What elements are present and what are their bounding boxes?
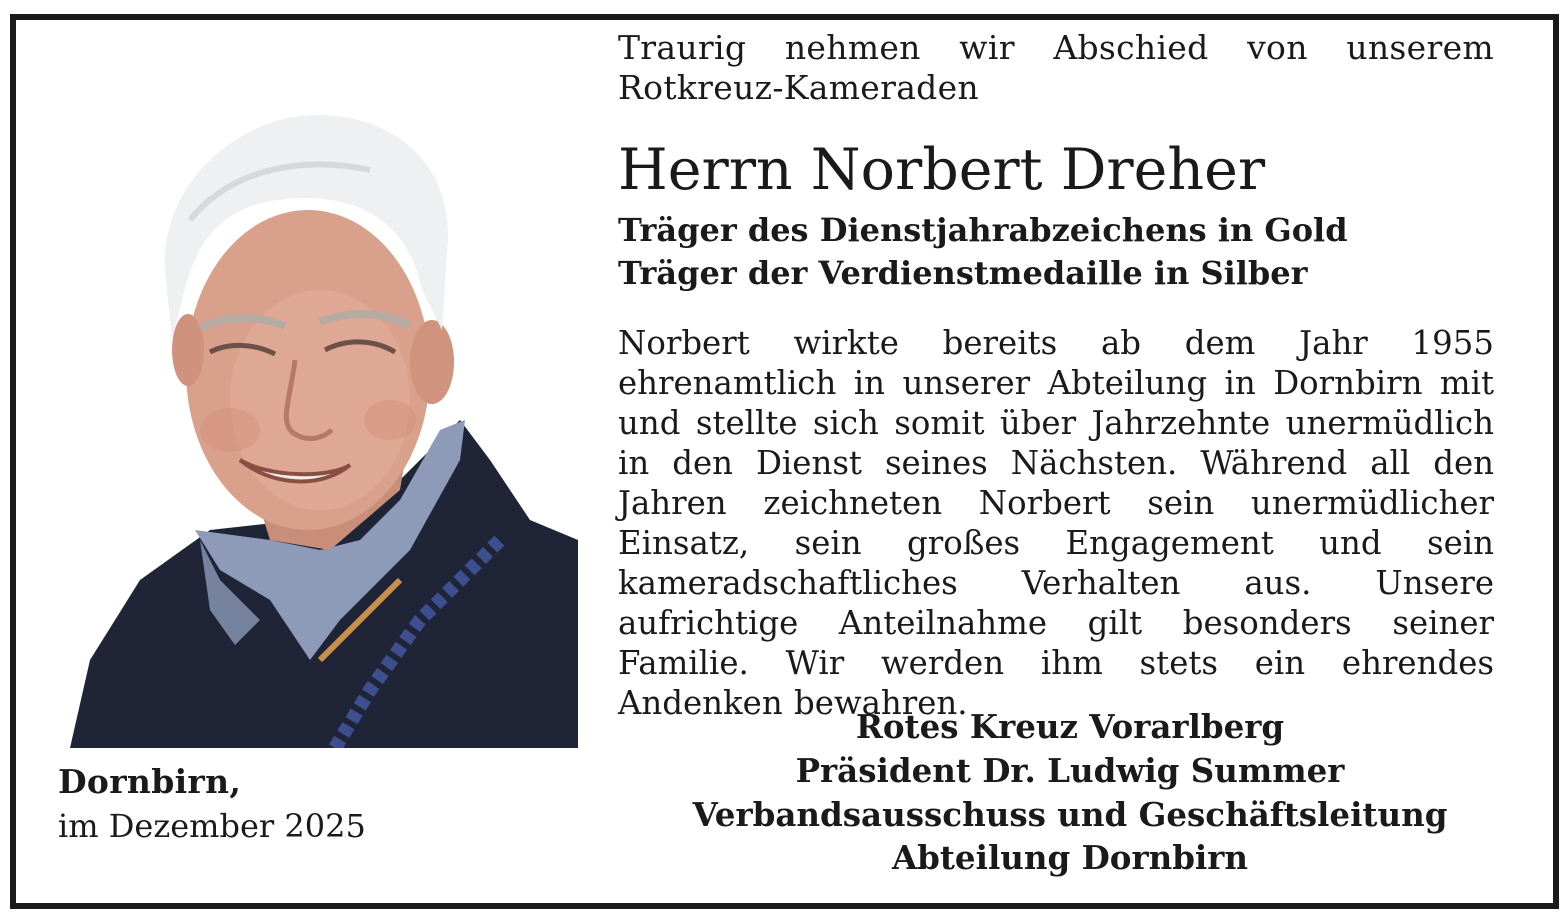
date-label: im Dezember 2025	[58, 807, 366, 845]
signature-line: Verbandsausschuss und Geschäftsleitung	[692, 795, 1448, 834]
signature-line: Rotes Kreuz Vorarlberg	[855, 707, 1285, 746]
place-label: Dornbirn,	[58, 762, 242, 801]
tribute-text: Norbert wirkte bereits ab dem Jahr 1955 ehrenamtlich in unserer Abteilung in Dornbirn mit und stellte sich somit über Jahrzehnte unermüdlich in den Dienst seines Nächsten. Während all den Jahren zeichneten Norbert sein unermüdlicher Einsatz, sein großes Engagement und sein kameradschaftliches Verhalten aus. Unsere aufrichtige Anteilnahme gilt besonders seiner Familie. Wir werden ihm stets ein ehrendes Andenken bewahren.	[618, 324, 1494, 722]
honor-line: Träger der Verdienstmedaille in Silber	[618, 254, 1308, 292]
deceased-name: Herrn Norbert Dreher	[618, 137, 1266, 203]
signature-line: Abteilung Dornbirn	[891, 838, 1249, 877]
portrait-photo	[70, 100, 578, 748]
signature-line: Präsident Dr. Ludwig Summer	[795, 751, 1345, 790]
intro-text: Traurig nehmen wir Abschied von unserem Rotkreuz-Kameraden	[618, 28, 1494, 107]
honor-line: Träger des Dienstjahrabzeichens in Gold	[618, 211, 1348, 249]
